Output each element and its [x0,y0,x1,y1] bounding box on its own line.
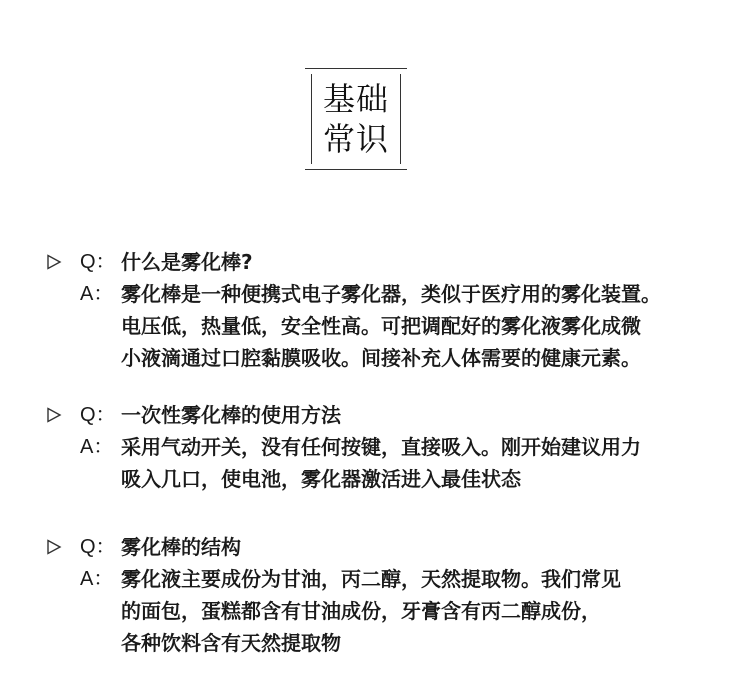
triangle-right-icon [46,254,62,270]
question-label: Q： [80,404,116,426]
answer-block [46,431,641,495]
answer-line: 电压低，热量低，安全性高。可把调配好的雾化液雾化成微 [121,314,641,338]
question-label: Q： [80,536,116,558]
answer-line: 的面包，蛋糕都含有甘油成份，牙膏含有丙二醇成份， [121,599,601,623]
triangle-right-icon [46,407,62,423]
qa-item-2 [46,399,641,495]
answer-line: 小液滴通过口腔黏膜吸收。间接补充人体需要的健康元素。 [121,346,641,370]
page-title [305,79,407,159]
answer-line: 各种饮料含有天然提取物 [121,631,341,655]
question-text: 一次性雾化棒的使用方法 [121,403,341,427]
page-title-line-2: 常识 [322,120,389,158]
answer-block [46,563,621,659]
question-row [46,246,661,278]
title-frame [305,68,407,170]
answer-line: 采用气动开关，没有任何按键，直接吸入。刚开始建议用力 [121,435,641,459]
question-row [46,399,641,431]
question-label: Q： [80,251,116,273]
question-text: 雾化棒的结构 [121,535,241,559]
question-row [46,531,621,563]
answer-block [46,278,661,374]
answer-label: A： [80,568,114,590]
question-text: 什么是雾化棒? [121,250,253,274]
answer-line: 雾化液主要成份为甘油，丙二醇，天然提取物。我们常见 [121,567,621,591]
triangle-right-icon [46,539,62,555]
qa-item-3 [46,531,621,659]
frame-bottom-border [305,169,407,170]
answer-label: A： [80,436,114,458]
answer-line: 雾化棒是一种便携式电子雾化器，类似于医疗用的雾化装置。 [121,282,661,306]
answer-label: A： [80,283,114,305]
answer-line: 吸入几口，使电池，雾化器激活进入最佳状态 [121,467,521,491]
frame-top-border [305,68,407,69]
qa-item-1 [46,246,661,374]
page-title-line-1: 基础 [322,80,389,118]
